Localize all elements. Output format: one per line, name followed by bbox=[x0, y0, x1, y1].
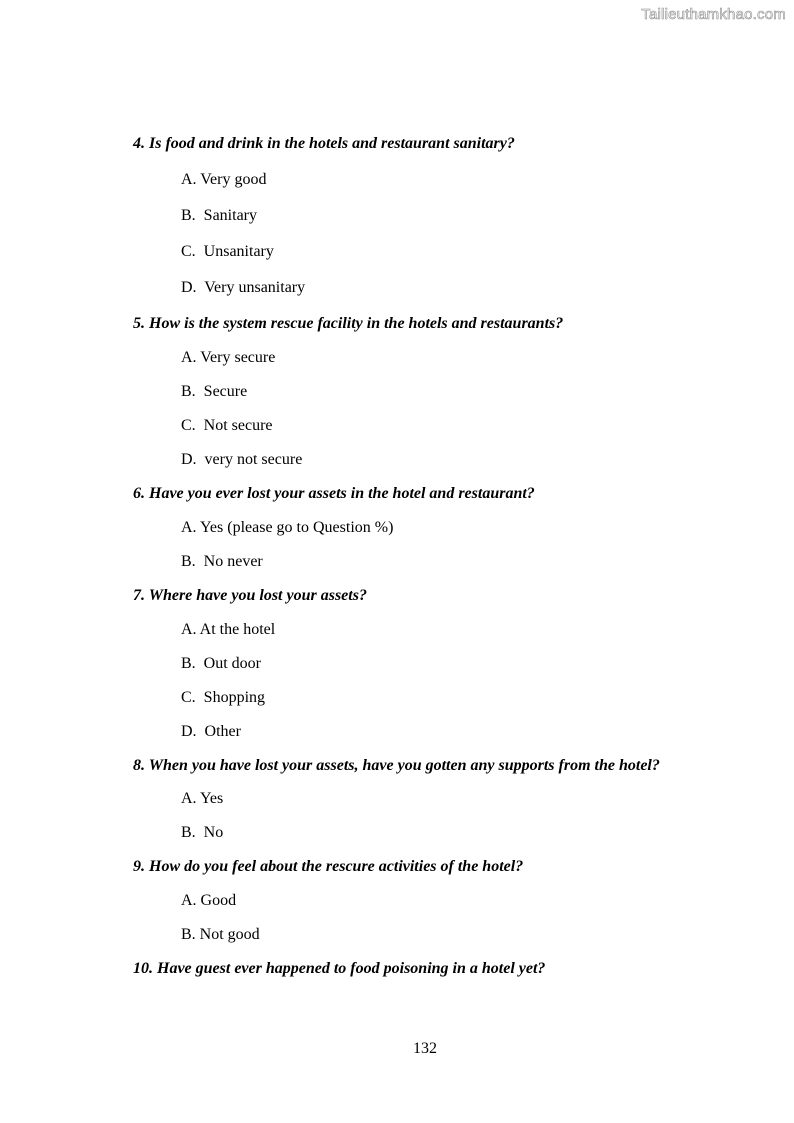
question-6-title: 6. Have you ever lost your assets in the hotel and restaurant? bbox=[133, 485, 535, 502]
question-4-option-a: A. Very good bbox=[181, 171, 267, 188]
question-4-option-c: C. Unsanitary bbox=[181, 243, 274, 260]
watermark-text: Tailieuthamkhao.com bbox=[641, 6, 786, 23]
question-7-option-d: D. Other bbox=[181, 723, 241, 740]
question-7-option-b: B. Out door bbox=[181, 655, 261, 672]
question-6-option-b: B. No never bbox=[181, 553, 263, 570]
question-5-option-c: C. Not secure bbox=[181, 417, 273, 434]
question-10-title: 10. Have guest ever happened to food poisoning in a hotel yet? bbox=[133, 960, 546, 977]
question-4-option-d: D. Very unsanitary bbox=[181, 279, 306, 296]
question-7-option-c: C. Shopping bbox=[181, 689, 266, 706]
question-8-option-b: B. No bbox=[181, 824, 224, 841]
page-number: 132 bbox=[413, 1040, 437, 1057]
question-5-option-a: A. Very secure bbox=[181, 349, 276, 366]
question-7-title: 7. Where have you lost your assets? bbox=[133, 587, 367, 604]
question-5-option-b: B. Secure bbox=[181, 383, 248, 400]
question-5-option-d: D. very not secure bbox=[181, 451, 303, 468]
question-5-title: 5. How is the system rescue facility in the hotels and restaurants? bbox=[133, 315, 564, 332]
question-6-option-a: A. Yes (please go to Question %) bbox=[181, 519, 394, 536]
question-8-option-a: A. Yes bbox=[181, 790, 224, 807]
question-4-option-b: B. Sanitary bbox=[181, 207, 257, 224]
question-8-title: 8. When you have lost your assets, have you gotten any supports from the hotel? bbox=[133, 757, 660, 774]
question-7-option-a: A. At the hotel bbox=[181, 621, 276, 638]
question-9-option-b: B. Not good bbox=[181, 926, 260, 943]
question-9-title: 9. How do you feel about the rescure activities of the hotel? bbox=[133, 858, 524, 875]
question-4-title: 4. Is food and drink in the hotels and restaurant sanitary? bbox=[133, 135, 515, 152]
question-9-option-a: A. Good bbox=[181, 892, 237, 909]
